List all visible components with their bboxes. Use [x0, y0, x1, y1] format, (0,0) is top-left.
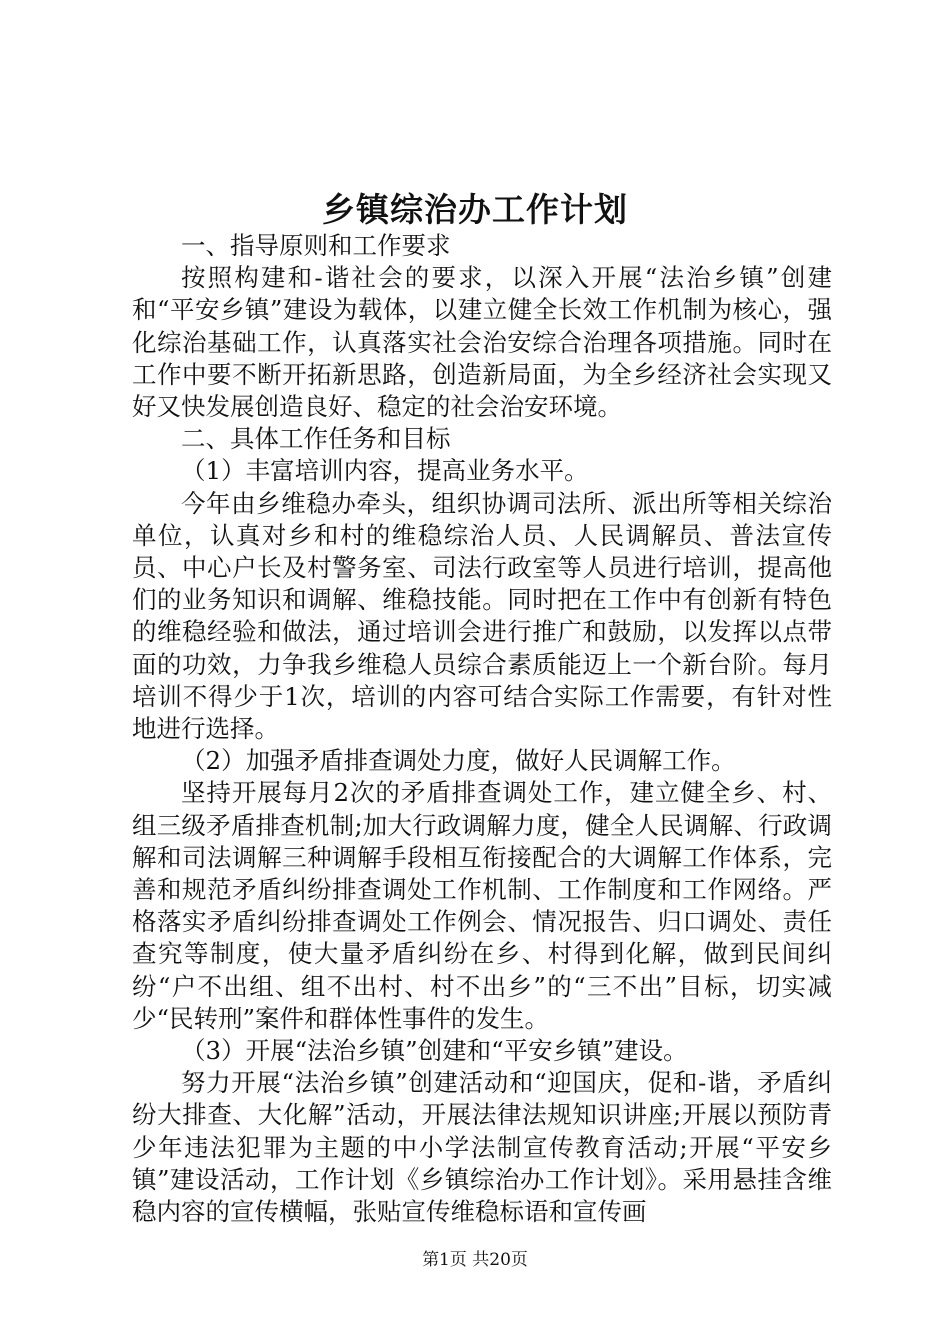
document-body: [132, 230, 832, 1228]
body-paragraph: 努力开展“法治乡镇”创建活动和“迎国庆，促和-谐，矛盾纠纷大排查、大化解”活动，开展法律法规知识讲座;开展以预防青少年违法犯罪为主题的中小学法制宣传教育活动;开展“平安乡镇”建设活动，工作计划《乡镇综治办工作计划》。采用悬挂含维稳内容的宣传横幅，张贴宣传维稳标语和宣传画: [132, 1068, 832, 1227]
section-heading: 二、具体工作任务和目标: [181, 424, 451, 454]
subsection-heading: （2）加强矛盾排查调处力度，做好人民调解工作。: [181, 746, 736, 776]
subsection-heading: （1）丰富培训内容，提高业务水平。: [181, 456, 589, 486]
body-paragraph: 按照构建和-谐社会的要求，以深入开展“法治乡镇”创建和“平安乡镇”建设为载体，以建立健全长效工作机制为核心，强化综治基础工作，认真落实社会治安综合治理各项措施。同时在工作中要不断开拓新思路，创造新局面，为全乡经济社会实现又好又快发展创造良好、稳定的社会治安环境。: [132, 263, 832, 422]
subsection-heading: （3）开展“法治乡镇”创建和“平安乡镇”建设。: [181, 1036, 688, 1066]
document-title: 乡镇综治办工作计划: [322, 190, 628, 229]
body-paragraph: 今年由乡维稳办牵头，组织协调司法所、派出所等相关综治单位，认真对乡和村的维稳综治人员、人民调解员、普法宣传员、中心户长及村警务室、司法行政室等人员进行培训，提高他们的业务知识和调解、维稳技能。同时把在工作中有创新有特色的维稳经验和做法，通过培训会进行推广和鼓励，以发挥以点带面的功效，力争我乡维稳人员综合素质能迈上一个新台阶。每月培训不得少于1次，培训的内容可结合实际工作需要，有针对性地进行选择。: [132, 488, 832, 744]
body-paragraph: 坚持开展每月2次的矛盾排查调处工作，建立健全乡、村、组三级矛盾排查机制;加大行政调解力度，健全人民调解、行政调解和司法调解三种调解手段相互衔接配合的大调解工作体系，完善和规范矛盾纠纷排查调处工作机制、工作制度和工作网络。严格落实矛盾纠纷排查调处工作例会、情况报告、归口调处、责任查究等制度，使大量矛盾纠纷在乡、村得到化解，做到民间纠纷“户不出组、组不出村、村不出乡”的“三不出”目标，切实减少“民转刑”案件和群体性事件的发生。: [132, 778, 832, 1033]
page-number-footer: 第1页 共20页: [422, 1250, 528, 1270]
section-heading: 一、指导原则和工作要求: [181, 231, 451, 260]
